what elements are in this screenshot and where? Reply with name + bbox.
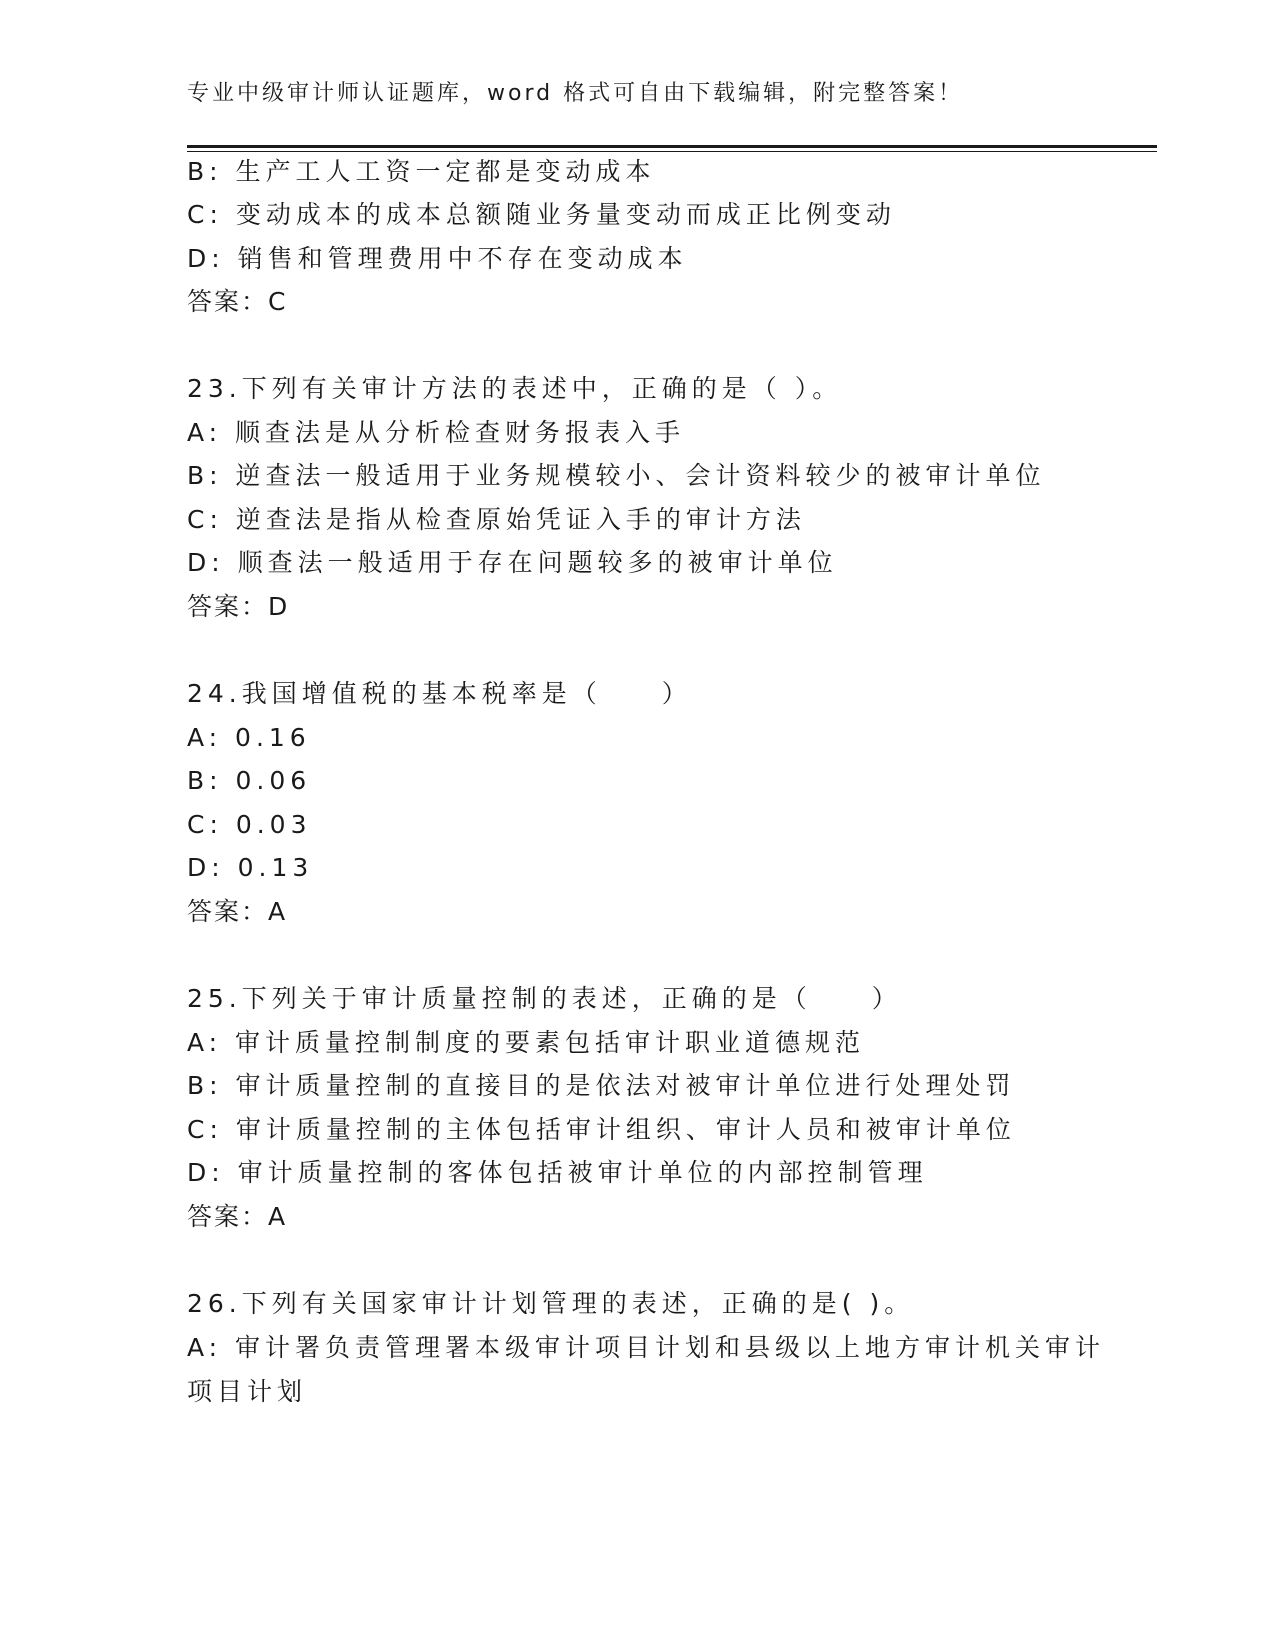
q26-question: 26.下列有关国家审计计划管理的表述，正确的是( )。 <box>187 1289 915 1318</box>
q25-answer: 答案：A <box>187 1202 288 1231</box>
q24-question: 24.我国增值税的基本税率是（ ） <box>187 679 692 708</box>
q23-option-d: D: 顺查法一般适用于存在问题较多的被审计单位 <box>187 548 838 577</box>
q22-option-c: C: 变动成本的成本总额随业务量变动而成正比例变动 <box>187 200 896 229</box>
q23-question: 23.下列有关审计方法的表述中，正确的是（ ）。 <box>187 374 843 403</box>
q25-option-c: C: 审计质量控制的主体包括审计组织、审计人员和被审计单位 <box>187 1115 1016 1144</box>
q23-option-c: C: 逆查法是指从检查原始凭证入手的审计方法 <box>187 505 806 534</box>
q23-option-b: B: 逆查法一般适用于业务规模较小、会计资料较少的被审计单位 <box>187 461 1046 490</box>
q22-option-d: D: 销售和管理费用中不存在变动成本 <box>187 244 688 273</box>
q22-option-b: B: 生产工人工资一定都是变动成本 <box>187 157 656 186</box>
page-header: 专业中级审计师认证题库，word 格式可自由下载编辑，附完整答案！ <box>187 81 964 106</box>
q22-answer: 答案：C <box>187 287 288 316</box>
q26-option-a: A: 审计署负责管理署本级审计项目计划和县级以上地方审计机关审计 <box>187 1333 1106 1362</box>
q25-question: 25.下列关于审计质量控制的表述，正确的是（ ） <box>187 984 902 1013</box>
q24-answer: 答案：A <box>187 897 288 926</box>
q23-option-a: A: 顺查法是从分析检查财务报表入手 <box>187 418 686 447</box>
q24-option-c: C: 0.03 <box>187 810 312 839</box>
q24-option-b: B: 0.06 <box>187 766 312 795</box>
header-divider-thick <box>187 145 1157 148</box>
q25-option-d: D: 审计质量控制的客体包括被审计单位的内部控制管理 <box>187 1158 928 1187</box>
q24-option-d: D: 0.13 <box>187 853 314 882</box>
q24-option-a: A: 0.16 <box>187 723 311 752</box>
q23-answer: 答案：D <box>187 592 290 621</box>
header-divider-thin <box>187 151 1157 152</box>
q26-option-a-continued: 项目计划 <box>187 1377 308 1406</box>
q25-option-a: A: 审计质量控制制度的要素包括审计职业道德规范 <box>187 1028 866 1057</box>
q25-option-b: B: 审计质量控制的直接目的是依法对被审计单位进行处理处罚 <box>187 1071 1016 1100</box>
